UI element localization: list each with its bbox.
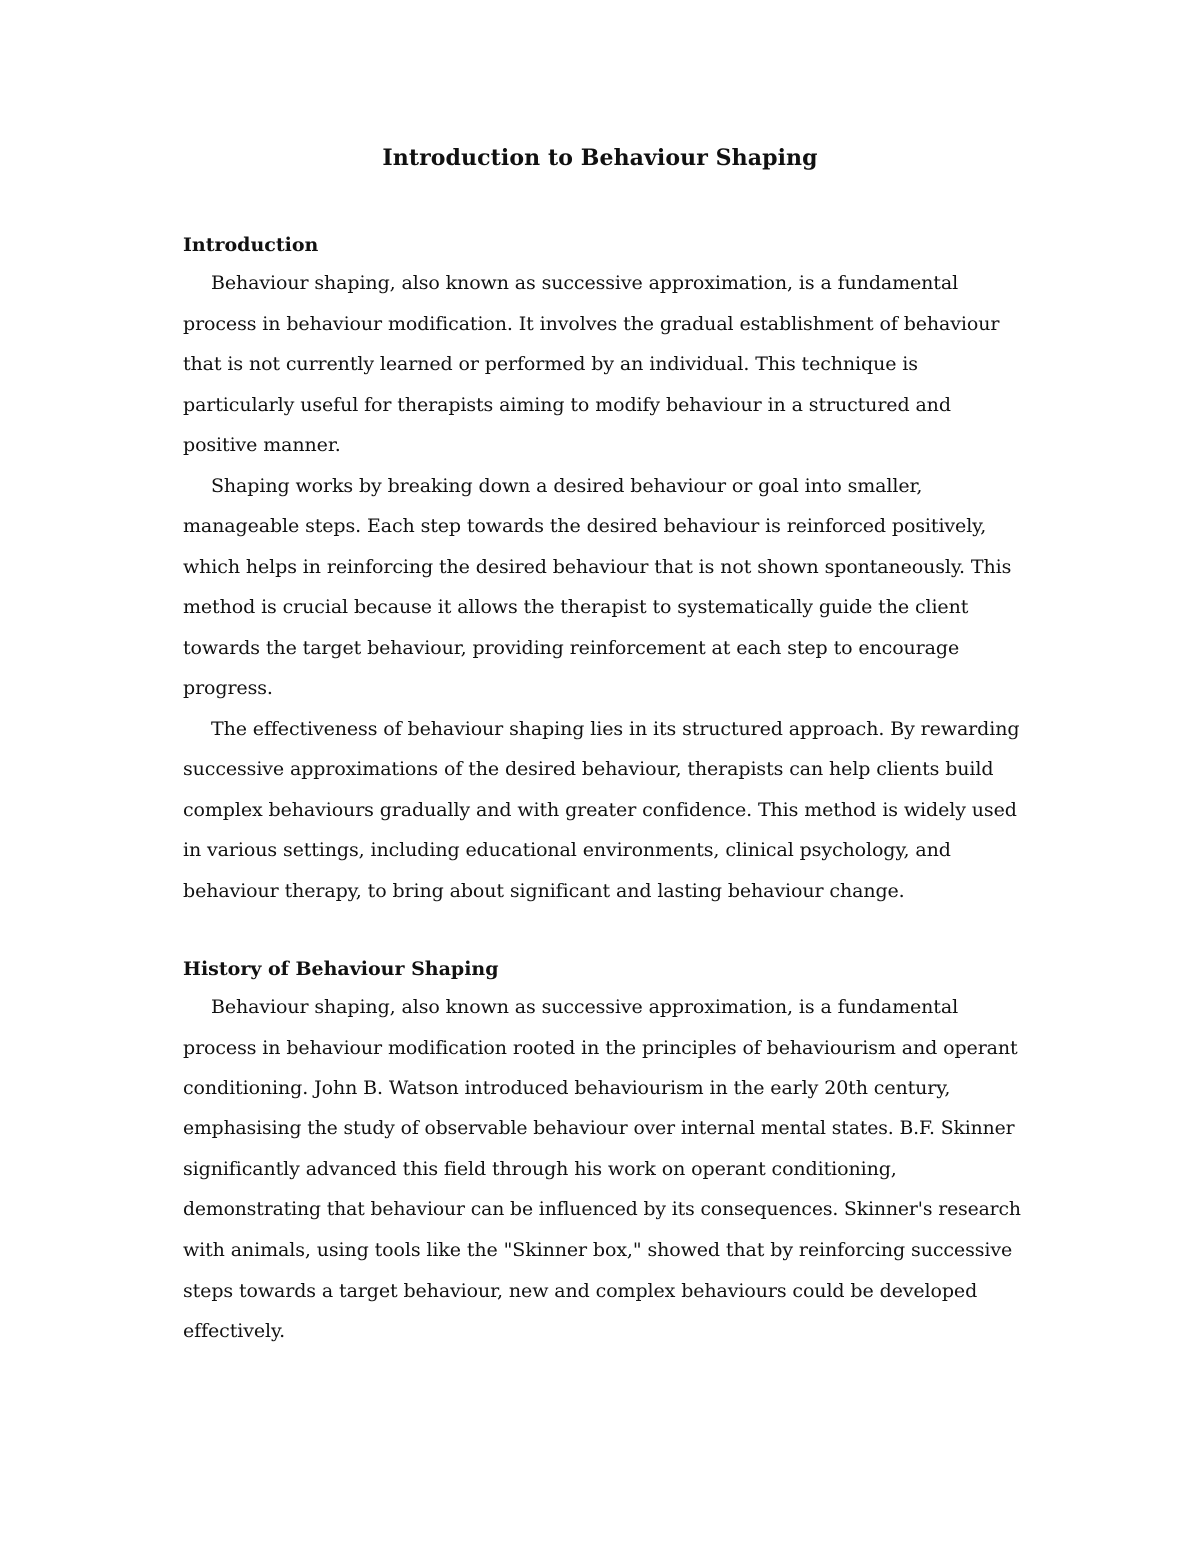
text-line: in various settings, including educational environments, clinical psychology, and [183,839,951,861]
paragraph [183,709,1023,912]
text-line: The effectiveness of behaviour shaping lies in its structured approach. By rewarding [211,717,1020,740]
page-title: Introduction to Behaviour Shaping [382,145,818,171]
text-line: significantly advanced this field through his work on operant conditioning, [183,1158,897,1180]
paragraph [183,466,1023,709]
text-line: Behaviour shaping, also known as successive approximation, is a fundamental [211,272,959,294]
text-line: Behaviour shaping, also known as successive approximation, is a fundamental [211,996,959,1018]
section-spacer [183,911,1023,951]
text-line: process in behaviour modification rooted in the principles of behaviourism and operant [183,1036,1018,1059]
text-line: method is crucial because it allows the therapist to systematically guide the client [183,596,969,618]
text-line: towards the target behaviour, providing reinforcement at each step to encourage [183,636,960,659]
text-line: positive manner. [183,434,341,456]
text-line: process in behaviour modification. It involves the gradual establishment of behaviour [183,312,1000,335]
paragraph [183,987,1023,1352]
text-line: particularly useful for therapists aiming to modify behaviour in a structured and [183,393,951,416]
text-line: Shaping works by breaking down a desired behaviour or goal into smaller, [211,474,923,497]
text-line: behaviour therapy, to bring about significant and lasting behaviour change. [183,879,905,902]
text-line: which helps in reinforcing the desired behaviour that is not shown spontaneously. This [183,555,1012,578]
text-line: successive approximations of the desired behaviour, therapists can help clients build [183,758,994,780]
text-line: emphasising the study of observable behaviour over internal mental states. B.F. Skinner [183,1117,1015,1139]
document-body [183,227,1023,1352]
text-line: that is not currently learned or performed by an individual. This technique is [183,353,918,375]
text-line: manageable steps. Each step towards the desired behaviour is reinforced positively, [183,515,987,537]
section-heading-history: History of Behaviour Shaping [183,958,499,980]
text-line: progress. [183,677,273,699]
paragraph [183,263,1023,466]
text-line: demonstrating that behaviour can be influenced by its consequences. Skinner's research [183,1198,1021,1220]
text-line: complex behaviours gradually and with greater confidence. This method is widely used [183,798,1017,821]
text-line: with animals, using tools like the "Skinner box," showed that by reinforcing successive [183,1239,1013,1261]
text-line: effectively. [183,1320,286,1342]
section-heading-introduction: Introduction [183,234,319,256]
text-line: steps towards a target behaviour, new and complex behaviours could be developed [183,1279,978,1302]
text-line: conditioning. John B. Watson introduced behaviourism in the early 20th century, [183,1077,951,1099]
